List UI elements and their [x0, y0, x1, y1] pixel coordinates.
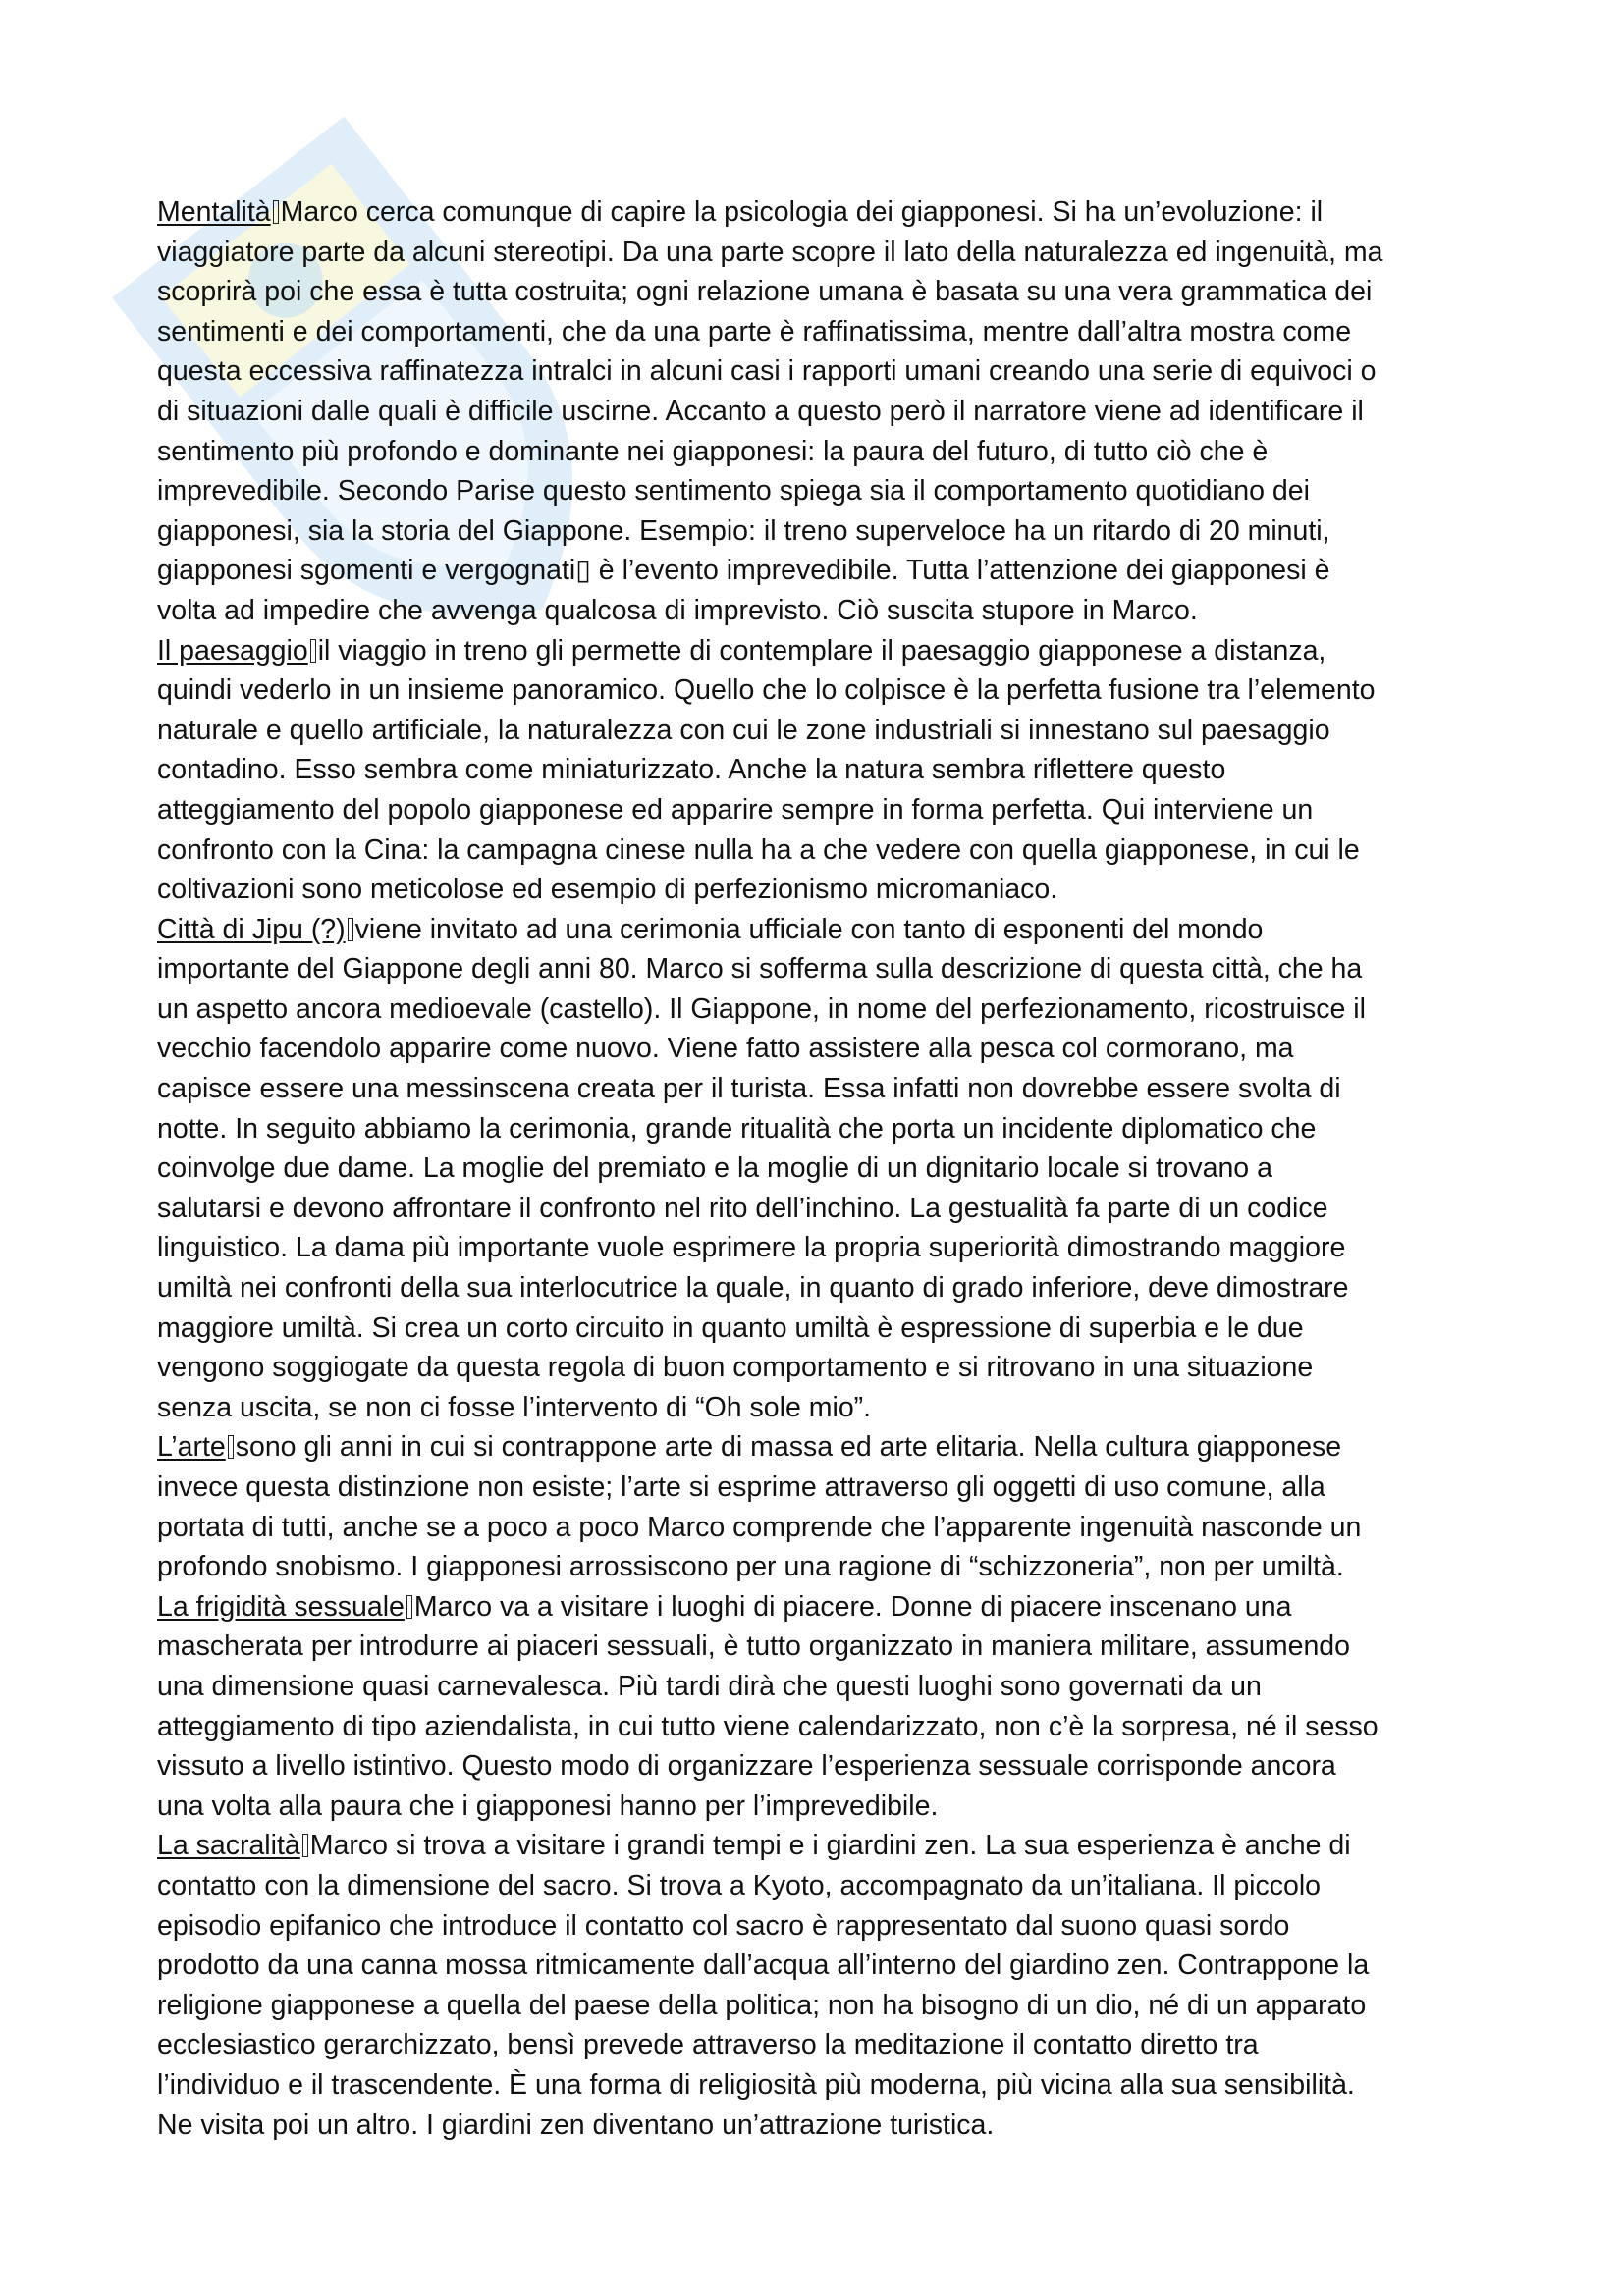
text-line: vengono soggiogate da questa regola di buon comportamento e si ritrovano in una situazione — [157, 1352, 1314, 1384]
text-line: di situazioni dalle quali è difficile uscirne. Accanto a questo però il narratore viene ad identificare il — [157, 395, 1364, 427]
text-line: giapponesi, sia la storia del Giappone. Esempio: il treno superveloce ha un ritardo di 20 minuti, — [157, 514, 1330, 547]
text-line: episodio epifanico che introduce il contatto col sacro è rappresentato dal suono quasi sordo — [157, 1909, 1290, 1942]
text-line: atteggiamento di tipo aziendalista, in cui tutto viene calendarizzato, non c’è la sorpresa, né il sesso — [157, 1710, 1379, 1742]
text-line: volta ad impedire che avvenga qualcosa di imprevisto. Ciò suscita stupore in Marco. — [157, 594, 1198, 626]
separator-box-icon — [273, 200, 279, 224]
text-line: un aspetto ancora medioevale (castello). Il Giappone, in nome del perfezionamento, ricostruisce il — [157, 992, 1366, 1025]
text-line: giapponesi sgomenti e vergognati▯ è l’evento imprevedibile. Tutta l’attenzione dei giapponesi è — [157, 555, 1330, 587]
section-sacralita — [157, 1826, 1473, 2145]
text-line: questa eccessiva raffinatezza intralci in alcuni casi i rapporti umani creando una serie di equivoci o — [157, 355, 1377, 388]
text-line: Marco va a visitare i luoghi di piacere. Donne di piacere inscenano una — [413, 1590, 1292, 1623]
text-line: l’individuo e il trascendente. È una forma di religiosità più moderna, più vicina alla sua sensibilità. — [157, 2068, 1355, 2101]
text-line: contadino. Esso sembra come miniaturizzato. Anche la natura sembra riflettere questo — [157, 754, 1226, 786]
text-line: notte. In seguito abbiamo la cerimonia, grande ritualità che porta un incidente diplomatico che — [157, 1112, 1317, 1145]
text-line: viaggiatore parte da alcuni stereotipi. Da una parte scopre il lato della naturalezza ed ingenuità, ma — [157, 236, 1383, 268]
section-heading: Mentalità — [157, 196, 271, 228]
text-line: prodotto da una canna mossa ritmicamente dall’acqua all’interno del giardino zen. Contrappone la — [157, 1949, 1370, 1982]
section-frigidita-sessuale — [157, 1587, 1473, 1827]
text-line: umiltà nei confronti della sua interlocutrice la quale, in quanto di grado inferiore, deve dimostrare — [157, 1272, 1349, 1305]
text-line: una volta alla paura che i giapponesi hanno per l’imprevedibile. — [157, 1789, 939, 1822]
section-heading: La sacralità — [157, 1830, 300, 1862]
text-line: sono gli anni in cui si contrappone arte di massa ed arte elitaria. Nella cultura giapponese — [235, 1431, 1342, 1464]
separator-box-icon — [302, 1834, 308, 1857]
text-line: senza uscita, se non ci fosse l’intervento di “Oh sole mio”. — [157, 1391, 872, 1423]
section-heading: Il paesaggio — [157, 634, 308, 667]
text-line: vissuto a livello istintivo. Questo modo di organizzare l’esperienza sessuale corrisponde ancora — [157, 1750, 1336, 1783]
text-line: sentimenti e dei comportamenti, che da una parte è raffinatissima, mentre dall’altra mostra come — [157, 315, 1352, 347]
text-line: naturale e quello artificiale, la naturalezza con cui le zone industriali si innestano sul paesaggio — [157, 714, 1330, 746]
text-line: il viaggio in treno gli permette di contemplare il paesaggio giapponese a distanza, — [317, 634, 1326, 667]
text-line: invece questa distinzione non esiste; l’arte si esprime attraverso gli oggetti di uso comune, alla — [157, 1471, 1325, 1503]
text-line: quindi vederlo in un insieme panoramico. Quello che lo colpisce è la perfetta fusione tra l’elemento — [157, 674, 1376, 707]
text-line: contatto con la dimensione del sacro. Si trova a Kyoto, accompagnato da un’italiana. Il piccolo — [157, 1869, 1322, 1901]
section-mentalita — [157, 192, 1473, 631]
text-line: maggiore umiltà. Si crea un corto circuito in quanto umiltà è espressione di superbia e le due — [157, 1311, 1304, 1344]
text-line: capisce essere una messinscena creata per il turista. Essa infatti non dovrebbe essere svolta di — [157, 1073, 1341, 1105]
section-arte — [157, 1427, 1473, 1586]
text-line: imprevedibile. Secondo Parise questo sentimento spiega sia il comportamento quotidiano dei — [157, 475, 1310, 507]
text-line: una dimensione quasi carnevalesca. Più tardi dirà che questi luoghi sono governati da un — [157, 1670, 1262, 1702]
text-line: scoprirà poi che essa è tutta costruita; ogni relazione umana è basata su una vera grammatica dei — [157, 276, 1373, 308]
text-line: coinvolge due dame. La moglie del premiato e la moglie di un dignitario locale si trovano a — [157, 1152, 1272, 1185]
section-heading: La frigidità sessuale — [157, 1590, 405, 1623]
text-line: Marco si trova a visitare i grandi tempi e i giardini zen. La sua esperienza è anche di — [309, 1830, 1351, 1862]
section-heading: L’arte — [157, 1431, 226, 1464]
text-line: religione giapponese a quella del paese della politica; non ha bisogno di un dio, né di un apparato — [157, 1989, 1367, 2021]
section-heading: Città di Jipu (?) — [157, 913, 346, 945]
text-line: confronto con la Cina: la campagna cinese nulla ha a che vedere con quella giapponese, in cui le — [157, 833, 1360, 866]
text-line: portata di tutti, anche se a poco a poco Marco comprende che l’apparente ingenuità nasconde un — [157, 1511, 1362, 1543]
text-line: mascherata per introdurre ai piaceri sessuali, è tutto organizzato in maniera militare, assumendo — [157, 1630, 1351, 1663]
text-line: Marco cerca comunque di capire la psicologia dei giapponesi. Si ha un’evoluzione: il — [280, 196, 1324, 228]
text-line: sentimento più profondo e dominante nei giapponesi: la paura del futuro, di tutto ciò che è — [157, 435, 1269, 467]
text-line: Ne visita poi un altro. I giardini zen diventano un’attrazione turistica. — [157, 2109, 995, 2141]
text-line: linguistico. La dama più importante vuole esprimere la propria superiorità dimostrando maggiore — [157, 1232, 1346, 1264]
text-line: vecchio facendolo apparire come nuovo. Viene fatto assistere alla pesca col cormorano, ma — [157, 1033, 1294, 1065]
separator-box-icon — [228, 1435, 234, 1459]
text-line: coltivazioni sono meticolose ed esempio di perfezionismo micromaniaco. — [157, 874, 1058, 906]
separator-box-icon — [348, 918, 353, 941]
separator-box-icon — [406, 1595, 412, 1619]
text-line: importante del Giappone degli anni 80. Marco si sofferma sulla descrizione di questa città, che ha — [157, 953, 1363, 986]
document-body — [157, 192, 1473, 2145]
text-line: ecclesiastico gerarchizzato, bensì prevede attraverso la meditazione il contatto diretto tra — [157, 2029, 1259, 2061]
text-line: atteggiamento del popolo giapponese ed apparire sempre in forma perfetta. Qui interviene un — [157, 793, 1314, 826]
section-citta-di-jipu — [157, 910, 1473, 1428]
section-paesaggio — [157, 631, 1473, 910]
text-line: viene invitato ad una cerimonia ufficiale con tanto di esponenti del mondo — [354, 913, 1264, 945]
text-line: profondo snobismo. I giapponesi arrossiscono per una ragione di “schizzoneria”, non per umiltà. — [157, 1551, 1344, 1583]
text-line: salutarsi e devono affrontare il confronto nel rito dell’inchino. La gestualità fa parte di un codice — [157, 1192, 1328, 1224]
separator-box-icon — [310, 639, 316, 663]
